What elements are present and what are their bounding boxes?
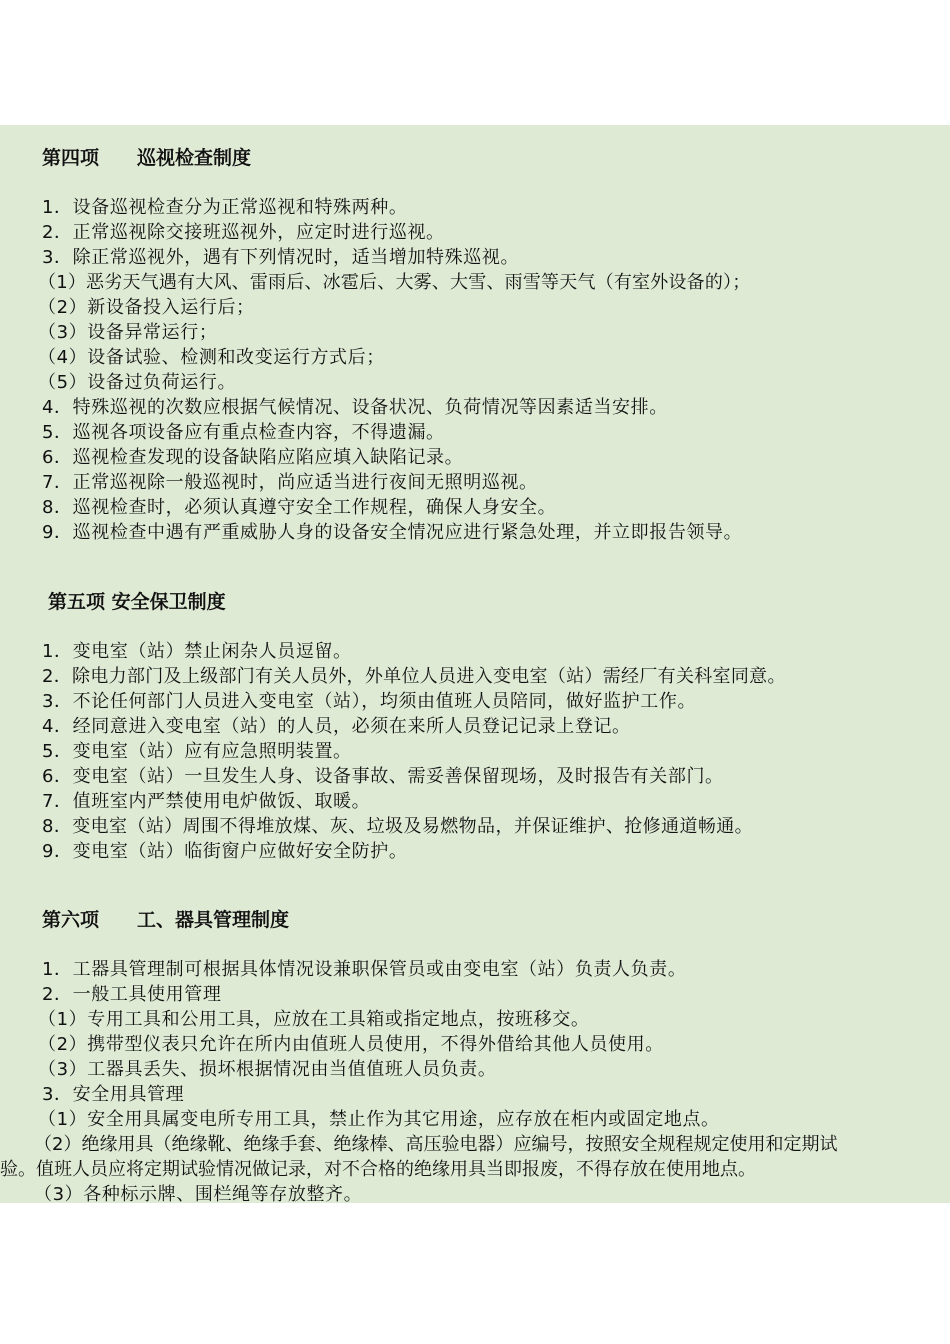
section4-line-8: （5）设备过负荷运行。: [38, 372, 237, 393]
section4-line-1: 1．设备巡视检查分为正常巡视和特殊两种。: [42, 197, 408, 218]
section4-line-9: 4．特殊巡视的次数应根据气候情况、设备状况、负荷情况等因素适当安排。: [42, 397, 668, 418]
section6-line-10: （3）各种标示牌、围栏绳等存放整齐。: [34, 1184, 363, 1205]
section4-line-2: 2．正常巡视除交接班巡视外，应定时进行巡视。: [42, 222, 445, 243]
section6-line-3: （1）专用工具和公用工具，应放在工具箱或指定地点，按班移交。: [38, 1009, 590, 1030]
section6-line-7: （1）安全用具属变电所专用工具，禁止作为其它用途，应存放在柜内或固定地点。: [38, 1109, 720, 1130]
section5-line-7: 7．值班室内严禁使用电炉做饭、取暖。: [42, 791, 371, 812]
section5-line-6: 6．变电室（站）一旦发生人身、设备事故、需妥善保留现场，及时报告有关部门。: [42, 766, 724, 787]
section5-line-1: 1．变电室（站）禁止闲杂人员逗留。: [42, 641, 352, 662]
section4-line-12: 7．正常巡视除一般巡视时，尚应适当进行夜间无照明巡视。: [42, 472, 538, 493]
section4-heading: 第四项 巡视检查制度: [42, 147, 252, 169]
section4-line-3: 3．除正常巡视外，遇有下列情况时，适当增加特殊巡视。: [42, 247, 520, 268]
section4-line-6: （3）设备异常运行；: [38, 322, 218, 343]
section6-line-6: 3．安全用具管理: [42, 1084, 185, 1105]
section6-line-4: （2）携带型仪表只允许在所内由值班人员使用，不得外借给其他人员使用。: [38, 1034, 664, 1055]
section5-line-5: 5．变电室（站）应有应急照明装置。: [42, 741, 352, 762]
section6-line-5: （3）工器具丢失、损坏根据情况由当值值班人员负责。: [38, 1059, 497, 1080]
section4-line-7: （4）设备试验、检测和改变运行方式后；: [38, 347, 385, 368]
section6-heading: 第六项 工、器具管理制度: [42, 909, 290, 931]
section4-line-5: （2）新设备投入运行后；: [38, 297, 255, 318]
section5-line-9: 9．变电室（站）临街窗户应做好安全防护。: [42, 841, 408, 862]
section6-line-8: （2）绝缘用具（绝缘靴、绝缘手套、绝缘棒、高压验电器）应编号，按照安全规程规定使用和定期试: [34, 1134, 838, 1155]
section6-line-9: 验。值班人员应将定期试验情况做记录，对不合格的绝缘用具当即报废，不得存放在使用地点。: [0, 1159, 756, 1180]
section4-line-10: 5．巡视各项设备应有重点检查内容，不得遗漏。: [42, 422, 445, 443]
section4-line-14: 9．巡视检查中遇有严重威胁人身的设备安全情况应进行紧急处理，并立即报告领导。: [42, 522, 743, 543]
section4-line-13: 8．巡视检查时，必须认真遵守安全工作规程，确保人身安全。: [42, 497, 557, 518]
section5-line-2: 2．除电力部门及上级部门有关人员外，外单位人员进入变电室（站）需经厂有关科室同意。: [42, 666, 786, 687]
section5-line-4: 4．经同意进入变电室（站）的人员，必须在来所人员登记记录上登记。: [42, 716, 631, 737]
section6-line-2: 2．一般工具使用管理: [42, 984, 222, 1005]
section4-line-11: 6．巡视检查发现的设备缺陷应陷应填入缺陷记录。: [42, 447, 464, 468]
section4-line-4: （1）恶劣天气遇有大风、雷雨后、冰雹后、大雾、大雪、雨雪等天气（有室外设备的）；: [38, 272, 751, 293]
section5-line-8: 8．变电室（站）周围不得堆放煤、灰、垃圾及易燃物品，并保证维护、抢修通道畅通。: [42, 816, 754, 837]
section5-heading: 第五项 安全保卫制度: [48, 591, 226, 613]
section6-line-1: 1．工器具管理制可根据具体情况设兼职保管员或由变电室（站）负责人负责。: [42, 959, 687, 980]
section5-line-3: 3．不论任何部门人员进入变电室（站），均须由值班人员陪同，做好监护工作。: [42, 691, 697, 712]
